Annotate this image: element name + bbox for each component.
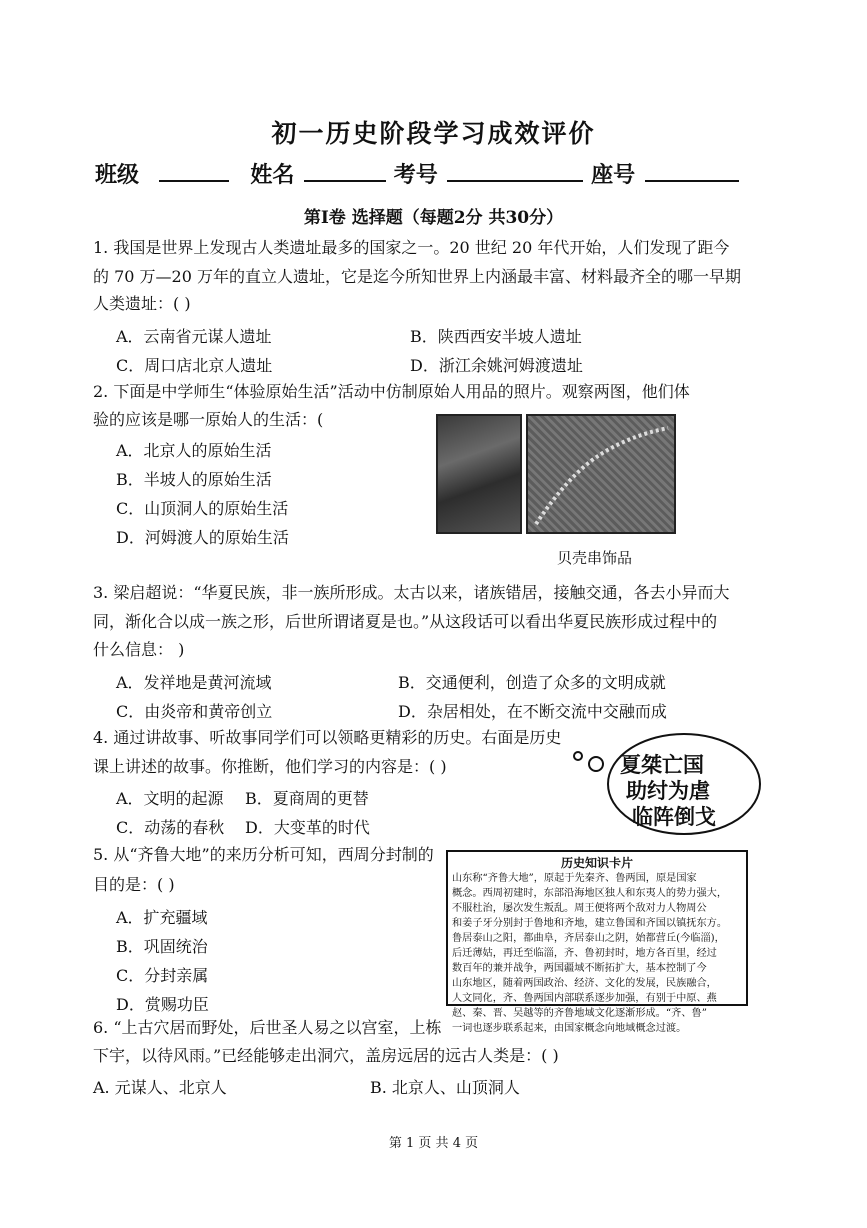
q1-option-a: A．云南省元谋人遗址	[116, 327, 272, 346]
number-label: 考号	[393, 162, 438, 188]
student-info-row	[95, 158, 739, 189]
q5-option-d: D．赏赐功臣	[116, 995, 209, 1014]
number-blank[interactable]	[447, 158, 583, 182]
seat-blank[interactable]	[645, 158, 739, 182]
q1-line2: 的 70 万—20 万年的直立人遗址，它是迄今所知世界上内涵最丰富、材料最齐全的哪一早期	[93, 267, 741, 286]
cloud-line-2: 助纣为虐	[626, 778, 710, 803]
photo-left	[436, 414, 522, 534]
q3-option-c: C．由炎帝和黄帝创立	[116, 702, 273, 721]
card-text-line: 山东称“齐鲁大地”，原起于先秦齐、鲁两国，原是国家	[452, 873, 697, 884]
cloud-line-3: 临阵倒戈	[632, 804, 716, 829]
card-text-line: 一词也逐步联系起来，由国家概念向地域概念过渡。	[452, 1023, 687, 1034]
q5-line2: 目的是：( )	[93, 875, 175, 894]
q2-option-a: A．北京人的原始生活	[116, 441, 272, 460]
section-title: 第Ⅰ卷 选择题（每题2分 共30分）	[303, 208, 564, 228]
q3-line1: 3. 梁启超说：“华夏民族，非一族所形成。太古以来，诸族错居，接触交通，各去小异而大	[93, 583, 730, 602]
seat-label: 座号	[591, 162, 636, 188]
card-text-line: 后迁薄姑，再迁至临淄，齐、鲁初封时，地方各百里，经过	[452, 948, 717, 959]
q3-option-d: D．杂居相处，在不断交流中交融而成	[398, 702, 667, 721]
q2-option-d: D．河姆渡人的原始生活	[116, 528, 289, 547]
q1-line3: 人类遗址：( )	[93, 294, 191, 313]
cloud-line-1: 夏桀亡国	[620, 752, 704, 777]
photo-shell-necklace	[526, 414, 676, 534]
q4-option-a: A．文明的起源	[116, 789, 224, 808]
q6-option-b: B. 北京人、山顶洞人	[370, 1078, 520, 1097]
q6-line2: 下宇，以待风雨。”已经能够走出洞穴，盖房远居的远古人类是：( )	[93, 1046, 559, 1065]
history-knowledge-card	[446, 850, 748, 1034]
q2-option-b: B．半坡人的原始生活	[116, 470, 272, 489]
card-text-line: 数百年的兼并战争，两国疆域不断拓扩大，基本控制了今	[452, 963, 707, 974]
card-text-line: 鲁居泰山之阳，都曲阜，齐居泰山之阴，始都营丘(今临淄)，	[452, 933, 725, 944]
q4-option-b: B．夏商周的更替	[245, 789, 369, 808]
name-blank[interactable]	[304, 158, 386, 182]
q3-option-b: B．交通便利，创造了众多的文明成就	[398, 673, 666, 692]
q3-line2: 同，渐化合以成一族之形，后世所谓诸夏是也。”从这段话可以看出华夏民族形成过程中的	[93, 612, 718, 631]
card-text-line: 山东地区，随着两国政治、经济、文化的发展，民族融合，	[452, 978, 717, 989]
q5-line1: 5. 从“齐鲁大地”的来历分析可知，西周分封制的	[93, 845, 434, 864]
q5-option-b: B．巩固统治	[116, 937, 208, 956]
q5-option-c: C．分封亲属	[116, 966, 209, 985]
q4-option-d: D．大变革的时代	[245, 818, 370, 837]
class-blank[interactable]	[159, 158, 229, 182]
card-text-line: 人文同化，齐、鲁两国内部联系逐步加强，有别于中原、燕	[452, 993, 717, 1004]
shell-string-icon	[528, 416, 674, 532]
q1-option-c: C．周口店北京人遗址	[116, 356, 273, 375]
class-label: 班级	[95, 162, 140, 188]
q6-line1: 6. “上古穴居而野处，后世圣人易之以宫室，上栋	[93, 1018, 442, 1037]
q1-option-b: B．陕西西安半坡人遗址	[410, 327, 582, 346]
card-text-line: 赵、秦、晋、吴越等的齐鲁地域文化逐渐形成。“齐、鲁”	[452, 1008, 707, 1019]
q2-line2: 验的应该是哪一原始人的生活：(	[93, 410, 324, 429]
q3-line3: 什么信息： )	[93, 640, 185, 659]
q4-option-c: C．动荡的春秋	[116, 818, 225, 837]
page-footer: 第 1 页 共 4 页	[388, 1136, 479, 1151]
q3-option-a: A．发祥地是黄河流域	[116, 673, 272, 692]
card-text-line: 概念。西周初建时，东部沿海地区独人和东夷人的势力强大，	[452, 888, 728, 899]
page-title: 初一历史阶段学习成效评价	[271, 119, 596, 148]
card-text-line: 和姜子牙分别封于鲁地和齐地，建立鲁国和齐国以镇抚东方。	[452, 918, 728, 929]
q4-line1: 4. 通过讲故事、听故事同学们可以领略更精彩的历史。右面是历史	[93, 728, 562, 747]
card-text	[452, 871, 742, 1036]
q2-option-c: C．山顶洞人的原始生活	[116, 499, 289, 518]
photo-caption: 贝壳串饰品	[557, 549, 633, 567]
card-text-line: 不服杜治，屡次发生叛乱。周王便将两个敌对力人物周公	[452, 903, 707, 914]
q4-line2: 课上讲述的故事。你推断，他们学习的内容是：( )	[93, 757, 447, 776]
q5-option-a: A．扩充疆域	[116, 908, 208, 927]
q1-option-d: D．浙江余姚河姆渡遗址	[410, 356, 583, 375]
q2-line1: 2. 下面是中学师生“体验原始生活”活动中仿制原始人用品的照片。观察两图，他们体	[93, 382, 690, 401]
q1-line1: 1. 我国是世界上发现古人类遗址最多的国家之一。20 世纪 20 年代开始，人们发现了距今	[93, 238, 730, 257]
card-title: 历史知识卡片	[560, 856, 633, 870]
q6-option-a: A. 元谋人、北京人	[93, 1078, 227, 1097]
name-label: 姓名	[250, 162, 295, 188]
